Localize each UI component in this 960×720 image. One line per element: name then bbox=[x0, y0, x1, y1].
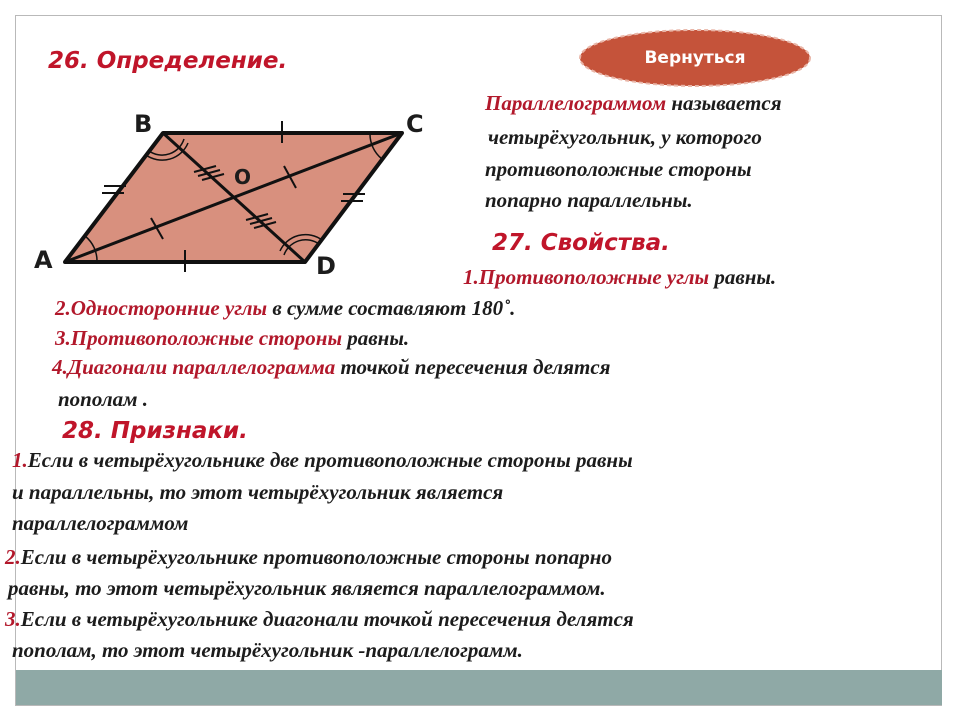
sign-3-line-2: пополам, то этот четырёхугольник -параллелограмм. bbox=[12, 638, 523, 662]
sign-3-num: 3. bbox=[5, 607, 21, 631]
definition-line-1 bbox=[485, 88, 782, 118]
sign-3-text: Если в четырёхугольнике диагонали точкой пересечения делятся bbox=[20, 607, 634, 631]
property-2-red: 2.Односторонние углы bbox=[55, 296, 268, 320]
property-1-rest: равны. bbox=[709, 265, 777, 289]
bottom-bar bbox=[16, 670, 942, 705]
property-1-red: 1.Противоположные углы bbox=[463, 265, 710, 289]
sign-1-num: 1. bbox=[12, 448, 28, 472]
parallelogram-diagram bbox=[30, 100, 430, 290]
property-4-red: 4.Диагонали параллелограмма bbox=[52, 355, 336, 379]
signs-title: 28. Признаки. bbox=[62, 418, 248, 444]
definition-line-4: попарно параллельны. bbox=[485, 188, 693, 212]
sign-2-line-1 bbox=[5, 542, 612, 572]
definition-line-3: противоположные стороны bbox=[485, 157, 752, 181]
sign-2-line-2: равны, то этот четырёхугольник является параллелограммом. bbox=[8, 576, 606, 600]
sign-2-num: 2. bbox=[5, 545, 21, 569]
vertex-b-label: B bbox=[134, 110, 153, 138]
property-3-red: 3.Противоположные стороны bbox=[55, 326, 343, 350]
definition-term: Параллелограммом bbox=[485, 91, 667, 115]
property-2-rest: в сумме составляют 180˚. bbox=[267, 296, 516, 320]
definition-line-1-rest: называется bbox=[666, 91, 782, 115]
vertex-d-label: D bbox=[316, 252, 336, 280]
property-3-rest: равны. bbox=[342, 326, 410, 350]
back-button-label: Вернуться bbox=[644, 48, 746, 68]
sign-1-line-1 bbox=[12, 445, 633, 475]
property-4-line-2: пополам . bbox=[58, 387, 148, 411]
vertex-c-label: C bbox=[406, 110, 424, 138]
sign-3-line-1 bbox=[5, 604, 634, 634]
center-o-label: O bbox=[234, 165, 252, 189]
property-2 bbox=[55, 293, 515, 323]
property-1 bbox=[463, 262, 776, 292]
sign-2-text: Если в четырёхугольнике противоположные стороны попарно bbox=[20, 545, 612, 569]
properties-title: 27. Свойства. bbox=[492, 230, 670, 256]
definition-title: 26. Определение. bbox=[48, 48, 288, 74]
back-button[interactable] bbox=[578, 28, 812, 88]
sign-1-line-3: параллелограммом bbox=[12, 511, 189, 535]
property-3 bbox=[55, 323, 409, 353]
vertex-a-label: A bbox=[34, 246, 53, 274]
property-4 bbox=[52, 352, 610, 382]
property-4-rest: точкой пересечения делятся bbox=[335, 355, 611, 379]
sign-1-line-2: и параллельны, то этот четырёхугольник является bbox=[12, 480, 504, 504]
definition-line-2: четырёхугольник, у которого bbox=[488, 125, 762, 149]
sign-1-text: Если в четырёхугольнике две противоположные стороны равны bbox=[27, 448, 633, 472]
